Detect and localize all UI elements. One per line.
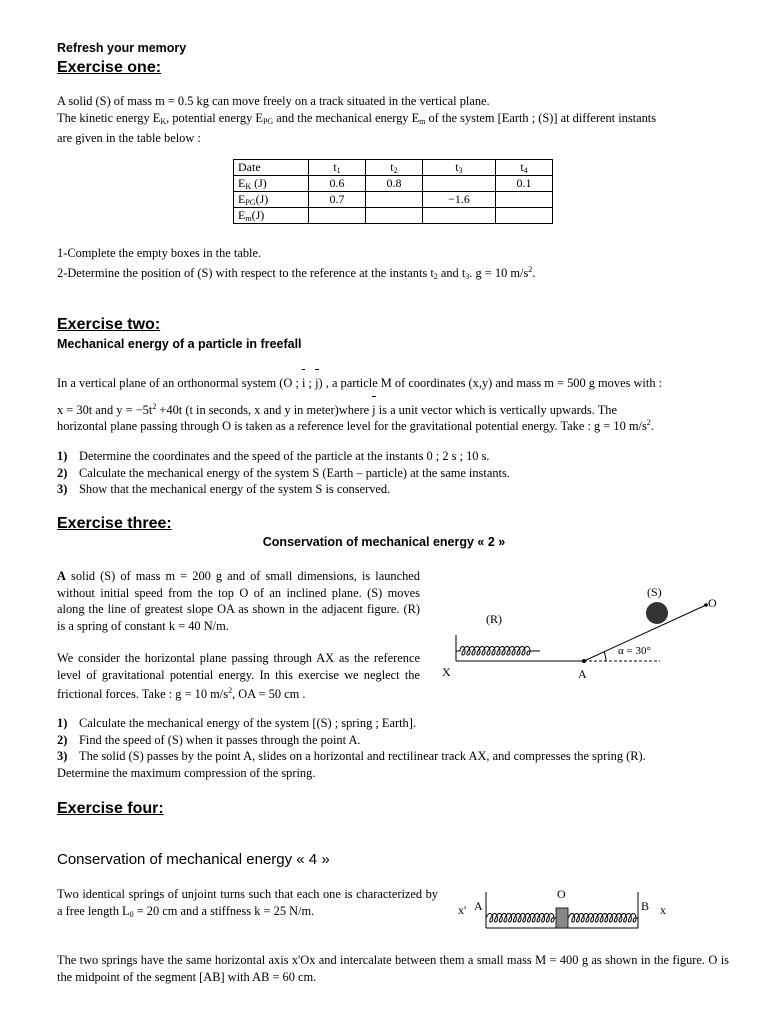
label-a: A <box>578 667 587 681</box>
exercise-four-text-1: Two identical springs of unjoint turns such that each one is characterized by a free length $L_0 = 20$ cm and a stiffness k = 25 N/m. <box>57 887 438 919</box>
exercise-three-questions <box>57 715 737 781</box>
spring-r <box>456 647 540 656</box>
exercise-two-title: Exercise two: <box>57 316 161 333</box>
table-header-cell: $t_3$ <box>422 160 495 176</box>
table-cell: 0.6 <box>309 176 366 192</box>
exercise-three-text-1: A solid (S) of mass m = 200 g and of small dimensions, is launched without initial speed from the top O of an inclined plane. (S) moves along the line of greatest slope OA as shown in the adjacent figure. (R) is a spring of constant k = 40 N/m. <box>57 569 420 633</box>
list-item: 2) Find the speed of (S) when it passes through the point A. <box>57 732 361 747</box>
label-alpha: α = 30° <box>618 645 651 657</box>
table-cell <box>422 208 495 224</box>
table-cell <box>496 192 553 208</box>
table-cell <box>422 176 495 192</box>
list-item: 3) The solid (S) passes by the point A, slides on a horizontal and rectilinear track AX, and compresses the spring (R). <box>57 749 646 763</box>
table-row-label: $E_{PG}(J)$ <box>234 192 309 208</box>
table-cell: 0.7 <box>309 192 366 208</box>
label-x-prime: x' <box>458 903 467 917</box>
energy-table <box>233 159 553 224</box>
label-o: O <box>708 596 717 610</box>
label-b: B <box>641 899 650 913</box>
spring-left <box>486 914 556 923</box>
table-row-label: $E_m(J)$ <box>234 208 309 224</box>
exercise-four-subtitle: Conservation of mechanical energy « 4 » <box>57 851 330 868</box>
table-row <box>234 160 553 176</box>
two-springs-figure <box>452 884 682 934</box>
table-header-cell: $t_2$ <box>365 160 422 176</box>
exercise-one-text: A solid (S) of mass m = 0.5 kg can move freely on a track situated in the vertical plane. The kinetic energy $E_K$, potential energy $E_{PG}$ and the mechanical energy $E_m$ of the system [Earth ; (S)] at different instants are given in the table below : <box>57 94 657 145</box>
mass-m <box>556 908 568 928</box>
table-cell <box>365 208 422 224</box>
label-x: X <box>442 665 451 679</box>
exercise-two-subtitle: Mechanical energy of a particle in freefall <box>57 337 302 351</box>
exercise-two-text-2: horizontal plane passing through O is taken as a reference level for the gravitational potential energy. Take : g = 10 $m/s^2$. <box>57 418 654 433</box>
exercise-two-questions <box>57 448 737 498</box>
label-o: O <box>557 887 566 901</box>
angle-arc <box>604 652 606 661</box>
label-x: x <box>660 903 666 917</box>
table-cell <box>496 208 553 224</box>
exercise-four-title: Exercise four: <box>57 800 164 817</box>
label-a: A <box>474 899 483 913</box>
table-cell: 0.1 <box>496 176 553 192</box>
table-cell <box>309 208 366 224</box>
exercise-one-title: Exercise one: <box>57 59 162 76</box>
exercise-two-text: In a vertical plane of an orthonormal system (O ; i ; j) , a particle M of coordinates (x,y) and mass m = 500 g moves with : x = 30t and $y = -5t^2 +40t$ (t in seconds, x and y in meter)where j is a unit vector which is vertically upwards. The <box>57 372 737 422</box>
label-r: (R) <box>486 612 502 626</box>
table-header-cell: $t_1$ <box>309 160 366 176</box>
table-cell: −1.6 <box>422 192 495 208</box>
table-row <box>234 208 553 224</box>
table-row <box>234 192 553 208</box>
table-row-label: $E_K$ (J) <box>234 176 309 192</box>
inclined-plane-figure <box>430 575 740 685</box>
exercise-one-questions: 1-Complete the empty boxes in the table. 2-Determine the position of (S) with respect to the reference at the instants $t_2$ and $t_3$. g = 10 $m/s^2$. <box>57 246 536 281</box>
label-s: (S) <box>647 585 662 599</box>
list-item: 1) Calculate the mechanical energy of the system [(S) ; spring ; Earth]. <box>57 716 416 730</box>
exercise-three-text-2: We consider the horizontal plane passing through AX as the reference level of gravitational potential energy. In this exercise we neglect the frictional forces. Take : g = 10 $m/s^2$, OA = 50 cm . <box>57 651 420 701</box>
refresh-heading: Refresh your memory <box>57 41 187 55</box>
table-header-cell: $t_4$ <box>496 160 553 176</box>
solid-s <box>646 602 668 624</box>
table-header-cell: Date <box>234 160 309 176</box>
list-item-continuation: Determine the maximum compression of the spring. <box>57 765 316 780</box>
exercise-four-text-2: The two springs have the same horizontal axis x'Ox and intercalate between them a small mass M = 400 g as shown in the figure. O is the midpoint of the segment [AB] with AB = 60 cm. <box>57 953 729 984</box>
list-item: 3) Show that the mechanical energy of the system S is conserved. <box>57 482 391 496</box>
list-item: 2) Calculate the mechanical energy of the system S (Earth – particle) at the same instants. <box>57 465 510 480</box>
list-item: 1) Determine the coordinates and the speed of the particle at the instants 0 ; 2 s ; 10 s. <box>57 449 490 463</box>
point-a <box>582 659 586 663</box>
exercise-three-subtitle: Conservation of mechanical energy « 2 » <box>262 535 506 549</box>
exercise-three-title: Exercise three: <box>57 515 172 532</box>
table-cell: 0.8 <box>365 176 422 192</box>
table-cell <box>365 192 422 208</box>
spring-right <box>568 914 638 923</box>
table-row <box>234 176 553 192</box>
